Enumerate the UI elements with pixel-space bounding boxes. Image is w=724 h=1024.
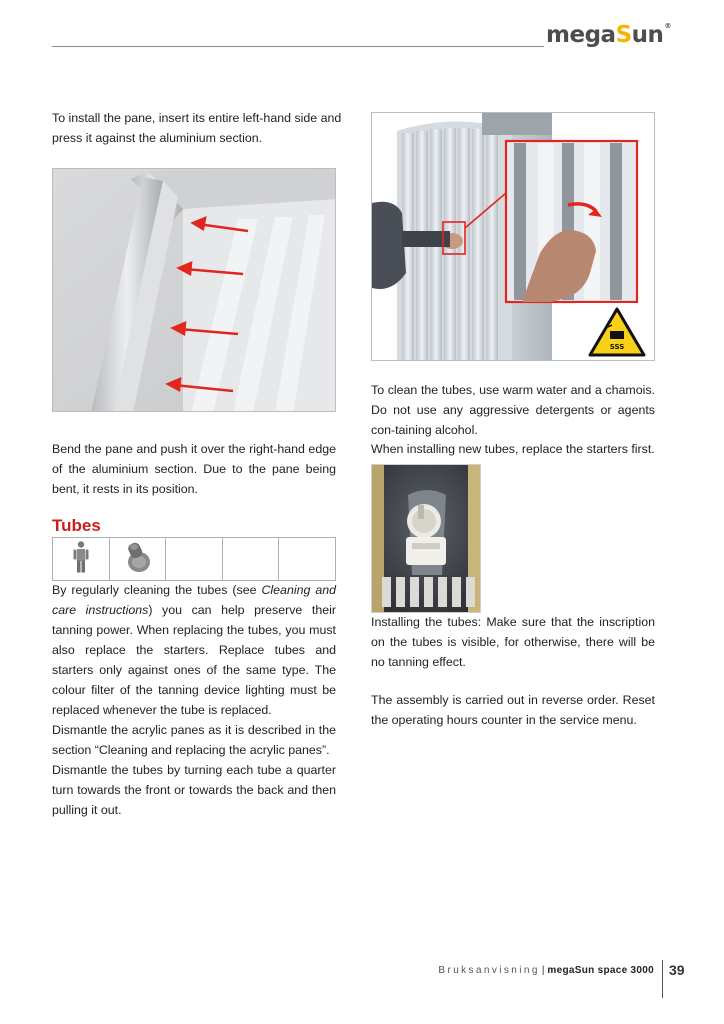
tools-cell	[53, 538, 110, 581]
section-title-tubes: Tubes	[52, 516, 101, 535]
tubes-cleaning-paragraph: By regularly cleaning the tubes (see Cleaning and care instructions) you can help preserve their tanning power. When replacing the tubes, you must also replace the starters. Replace tubes and starters only against ones of the same type. The colour filter of the tanning device lighting must be replaced whenever the tube is replaced.	[52, 583, 336, 717]
megasun-logo: megaSun®	[546, 22, 671, 48]
dismantle-tubes-paragraph: Dismantle the tubes by turning each tube a quarter turn towards the front or towards the back and then pulling it out.	[52, 763, 336, 817]
pane-installation-photo	[52, 168, 336, 412]
person-icon	[73, 541, 89, 573]
tools-cell	[109, 538, 166, 581]
tools-cell	[222, 538, 279, 581]
dismantle-panes-paragraph: Dismantle the acrylic panes as it is described in the section “Cleaning and replacing the acrylic panes”.	[52, 723, 336, 757]
footer-caption: Bruksanvisning | megaSun space 3000	[438, 965, 654, 976]
tubes-body-text	[52, 580, 336, 820]
footer-divider	[662, 960, 663, 998]
starter-photo-illustration	[372, 465, 481, 613]
suction-cup-icon	[121, 540, 155, 574]
tube-photo-illustration	[372, 113, 655, 361]
replace-starters-text: When installing new tubes, replace the starters first.	[371, 442, 655, 456]
warning-label: SSS	[609, 343, 625, 351]
install-pane-text: To install the pane, insert its entire left-hand side and press it against the aluminium section.	[52, 111, 342, 145]
header-rule	[52, 46, 544, 47]
page-number: 39	[669, 962, 685, 978]
tube-cleaning-photo	[371, 112, 655, 361]
starter-photo	[371, 464, 481, 613]
assembly-text: The assembly is carried out in reverse order. Reset the operating hours counter in the service menu.	[371, 693, 655, 727]
pane-photo-illustration	[53, 169, 336, 412]
installing-tubes-text: Installing the tubes: Make sure that the inscription on the tubes is visible, for otherwise, there will be no tanning effect.	[371, 615, 655, 669]
tools-cell	[166, 538, 223, 581]
clean-tubes-text: To clean the tubes, use warm water and a chamois. Do not use any aggressive detergents or agents con-taining alcohol.	[371, 383, 655, 437]
tools-cell	[279, 538, 336, 581]
tools-table	[52, 537, 336, 581]
bend-pane-text: Bend the pane and push it over the right-hand edge of the aluminium section. Due to the pane being bent, it rests in its position.	[52, 442, 336, 496]
